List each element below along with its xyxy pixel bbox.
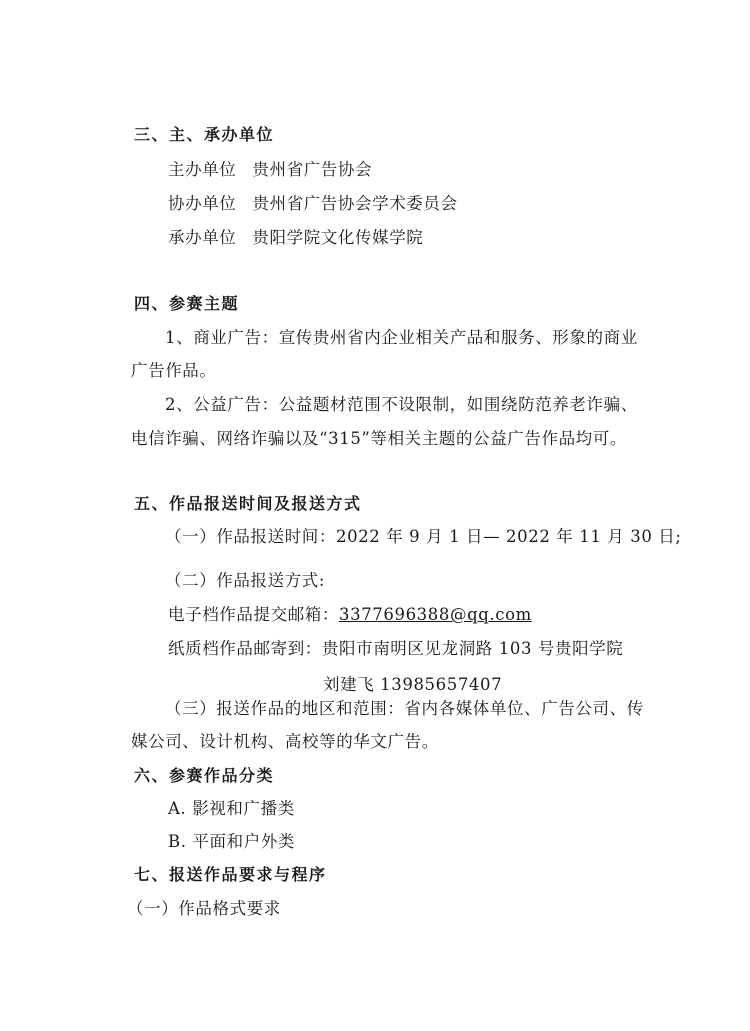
organizer-value: 贵州省广告协会 [252,160,373,179]
scope-line-2: 媒公司、设计机构、高校等的华文广告。 [131,732,439,751]
submission-time: （一）作品报送时间：2022 年 9 月 1 日— 2022 年 11 月 30 日; [165,527,682,546]
category-item: A. 影视和广播类 [168,799,295,818]
host-value: 贵阳学院文化传媒学院 [252,228,424,247]
theme-commercial-line-2: 广告作品。 [131,361,217,380]
theme-public-line-1: 2、公益广告：公益题材范围不设限制，如围绕防范养老诈骗、 [165,395,638,414]
email-row [168,604,532,626]
mail-address: 纸质档作品邮寄到：贵阳市南明区见龙洞路 103 号贵阳学院 [168,639,624,658]
email-label: 电子档作品提交邮箱： [168,605,339,624]
organizer-row [168,159,372,181]
host-label: 承办单位 [168,228,237,247]
co-organizer-value: 贵州省广告协会学术委员会 [252,194,458,213]
section-6-heading: 六、参赛作品分类 [134,766,275,785]
host-row [168,227,423,249]
contact-person: 刘建飞 13985657407 [323,675,503,694]
category-item: B. 平面和户外类 [168,832,296,851]
co-organizer-label: 协办单位 [168,194,237,213]
co-organizer-row [168,193,458,215]
section-3-heading: 三、主、承办单位 [134,125,275,144]
section-5-heading: 五、作品报送时间及报送方式 [134,494,362,513]
section-7-heading: 七、报送作品要求与程序 [134,865,327,884]
submission-method-title: （二）作品报送方式: [165,571,326,590]
email-link[interactable]: 3377696388@qq.com [339,605,532,624]
scope-line-1: （三）报送作品的地区和范围：省内各媒体单位、广告公司、传 [165,699,644,718]
section-4-heading: 四、参赛主题 [134,294,240,313]
theme-commercial-line-1: 1、商业广告：宣传贵州省内企业相关产品和服务、形象的商业 [165,328,638,347]
theme-public-line-2: 电信诈骗、网络诈骗以及“315”等相关主题的公益广告作品均可。 [131,429,627,448]
organizer-label: 主办单位 [168,160,237,179]
format-requirements-title: （一）作品格式要求 [127,899,281,918]
